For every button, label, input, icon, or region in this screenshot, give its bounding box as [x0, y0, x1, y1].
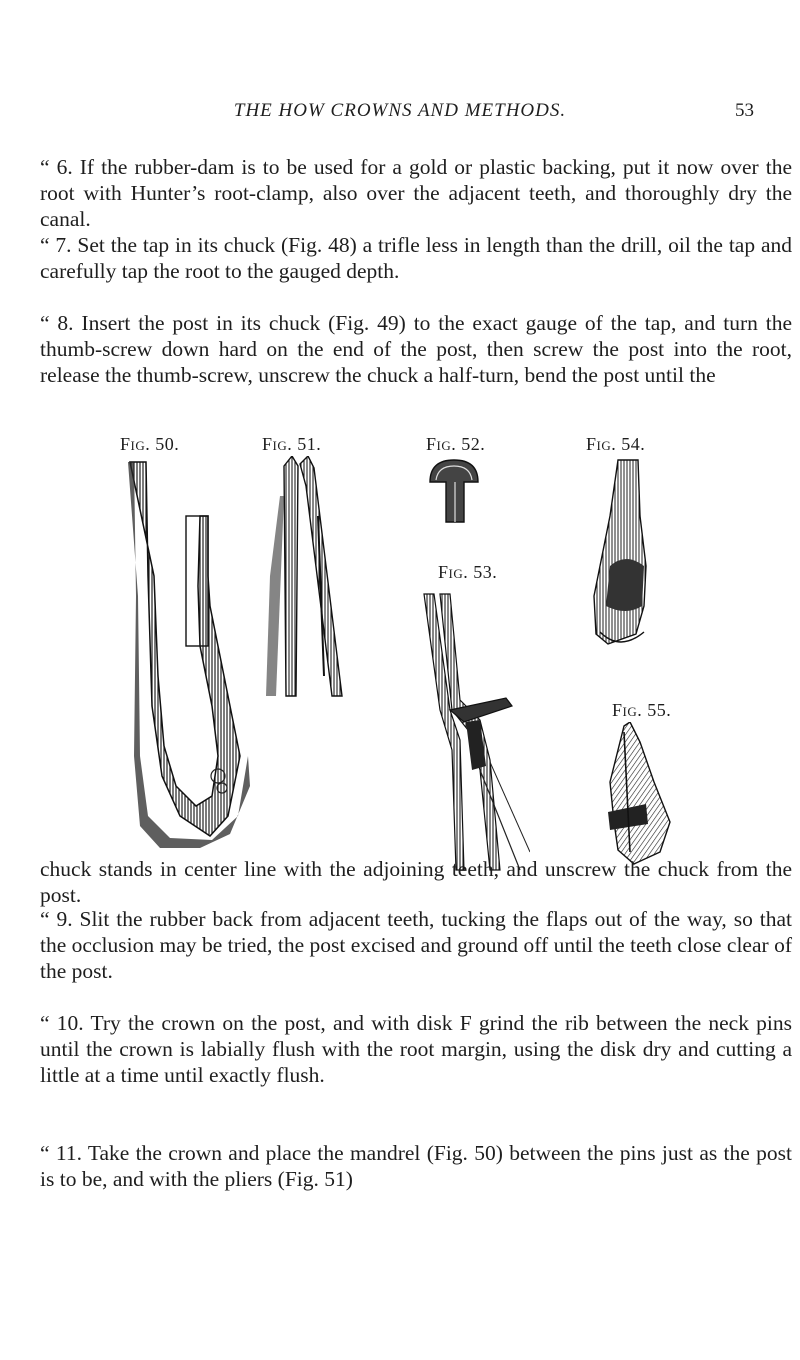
paragraph-6: “ 6. If the rubber-dam is to be used for a gold or plastic backing, put it now over the root with Hunter’s root-clamp, also over the adjacent teeth, and thoroughly dry the canal.: [40, 155, 792, 231]
paragraph-7: “ 7. Set the tap in its chuck (Fig. 48) a trifle less in length than the drill, oil the tap and carefully tap the root to the gauged depth.: [40, 233, 792, 283]
fig-53-label: Fig. 53.: [438, 562, 498, 582]
fig-55-label: Fig. 55.: [612, 700, 672, 720]
page-number: 53: [735, 100, 754, 121]
paragraph-8-continued: chuck stands in center line with the adjoining teeth, and unscrew the chuck from the post.: [40, 857, 792, 907]
paragraph-9: “ 9. Slit the rubber back from adjacent teeth, tucking the flaps out of the way, so that the occlusion may be tried, the post excised and ground off until the teeth close clear of the post.: [40, 907, 792, 983]
fig-52-label: Fig. 52.: [426, 434, 486, 454]
fig-52-illustration: [424, 456, 484, 526]
fig-51-illustration: [258, 456, 358, 706]
fig-55-illustration: [590, 722, 690, 868]
fig-50-illustration: [100, 456, 260, 856]
fig-54-illustration: [590, 456, 660, 656]
fig-53-illustration: [420, 590, 530, 880]
paragraph-10: “ 10. Try the crown on the post, and with disk F grind the rib between the neck pins until the crown is labially flush with the root margin, using the disk dry and cutting a little at a time until exactly flush.: [40, 1011, 792, 1087]
fig-51-label: Fig. 51.: [262, 434, 322, 454]
paragraph-11: “ 11. Take the crown and place the mandrel (Fig. 50) between the pins just as the post is to be, and with the pliers (Fig. 51): [40, 1141, 792, 1191]
fig-50-label: Fig. 50.: [120, 434, 180, 454]
running-header: [0, 100, 800, 132]
running-title: THE HOW CROWNS AND METHODS.: [233, 100, 567, 121]
paragraph-8: “ 8. Insert the post in its chuck (Fig. 49) to the exact gauge of the tap, and turn the thumb-screw down hard on the end of the post, then screw the post into the root, release the thumb-screw, unscrew the chuck a half-turn, bend the post until the: [40, 311, 792, 387]
fig-54-label: Fig. 54.: [586, 434, 646, 454]
